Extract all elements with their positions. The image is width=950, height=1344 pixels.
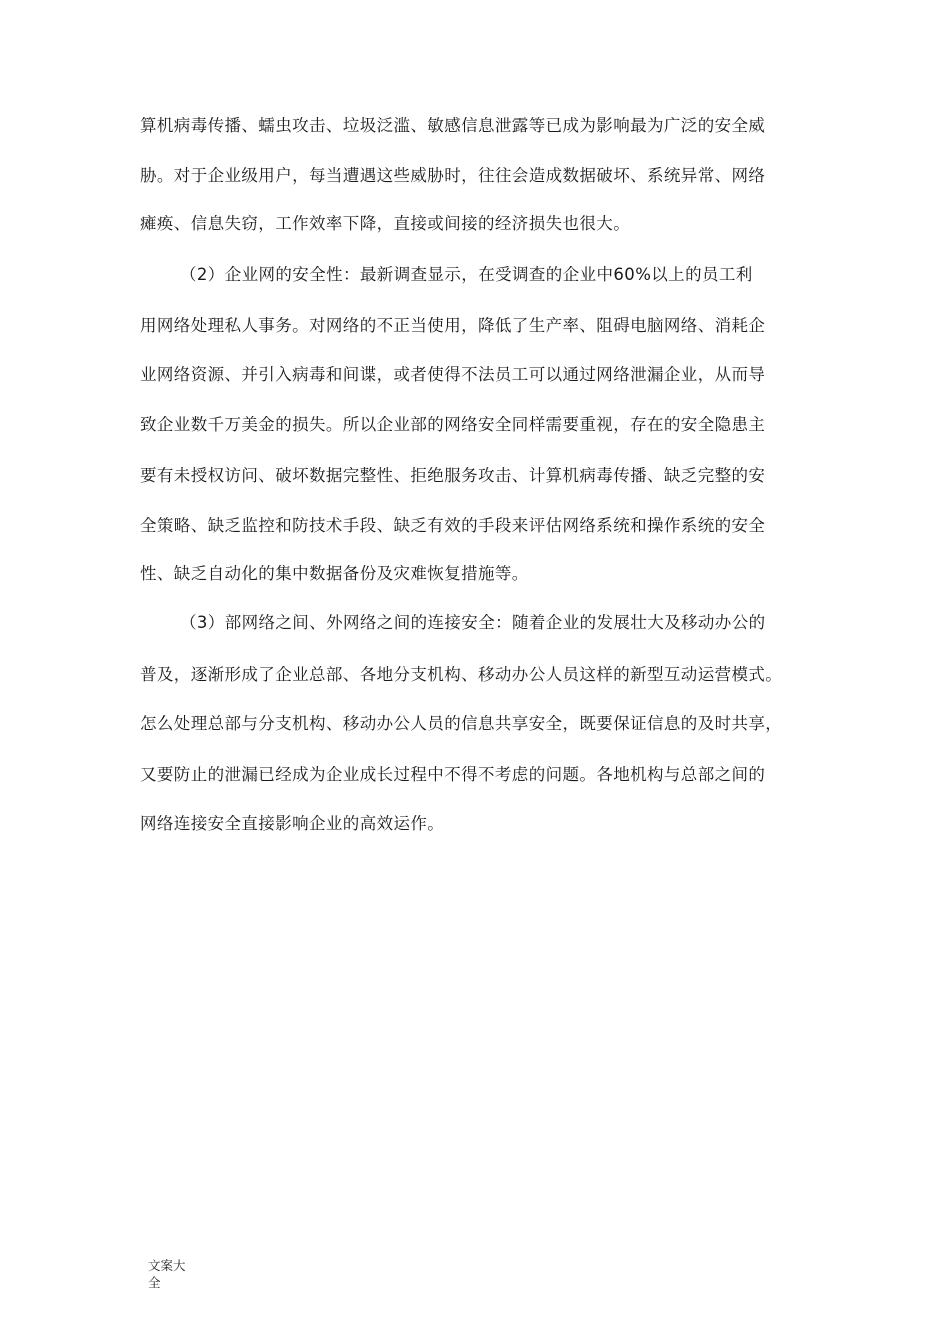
paragraph-3-line-1: （3）部网络之间、外网络之间的连接安全：随着企业的发展壮大及移动办公的 — [180, 613, 766, 632]
paragraph-3-line-3: 怎么处理总部与分支机构、移动办公人员的信息共享安全，既要保证信息的及时共享， — [140, 714, 783, 733]
paragraph-1-line-3: 瘫痪、信息失窃，工作效率下降，直接或间接的经济损失也很大。 — [140, 214, 631, 233]
paragraph-2-line-2: 用网络处理私人事务。对网络的不正当使用，降低了生产率、阻碍电脑网络、消耗企 — [140, 316, 766, 335]
paragraph-1-line-2: 胁。对于企业级用户，每当遭遇这些威胁时，往往会造成数据破坏、系统异常、网络 — [140, 166, 766, 185]
paragraph-2-line-3: 业网络资源、并引入病毒和间谍，或者使得不法员工可以通过网络泄漏企业，从而导 — [140, 365, 766, 384]
paragraph-3-line-2: 普及，逐渐形成了企业总部、各地分支机构、移动办公人员这样的新型互动运营模式。 — [140, 665, 783, 684]
paragraph-3-line-4: 又要防止的泄漏已经成为企业成长过程中不得不考虑的问题。各地机构与总部之间的 — [140, 765, 766, 784]
page-footer: 文案大全 — [148, 1258, 186, 1290]
paragraph-2-line-6: 全策略、缺乏监控和防技术手段、缺乏有效的手段来评估网络系统和操作系统的安全 — [140, 516, 766, 535]
paragraph-2-line-4: 致企业数千万美金的损失。所以企业部的网络安全同样需要重视，存在的安全隐患主 — [140, 415, 766, 434]
paragraph-2-line-7: 性、缺乏自动化的集中数据备份及灾难恢复措施等。 — [140, 564, 529, 583]
paragraph-3-line-5: 网络连接安全直接影响企业的高效运作。 — [140, 814, 445, 833]
paragraph-2-line-1: （2）企业网的安全性：最新调查显示，在受调查的企业中60%以上的员工利 — [180, 265, 753, 284]
paragraph-2-line-5: 要有未授权访问、破坏数据完整性、拒绝服务攻击、计算机病毒传播、缺乏完整的安 — [140, 466, 766, 485]
paragraph-1-line-1: 算机病毒传播、蠕虫攻击、垃圾泛滥、敏感信息泄露等已成为影响最为广泛的安全威 — [140, 116, 766, 135]
